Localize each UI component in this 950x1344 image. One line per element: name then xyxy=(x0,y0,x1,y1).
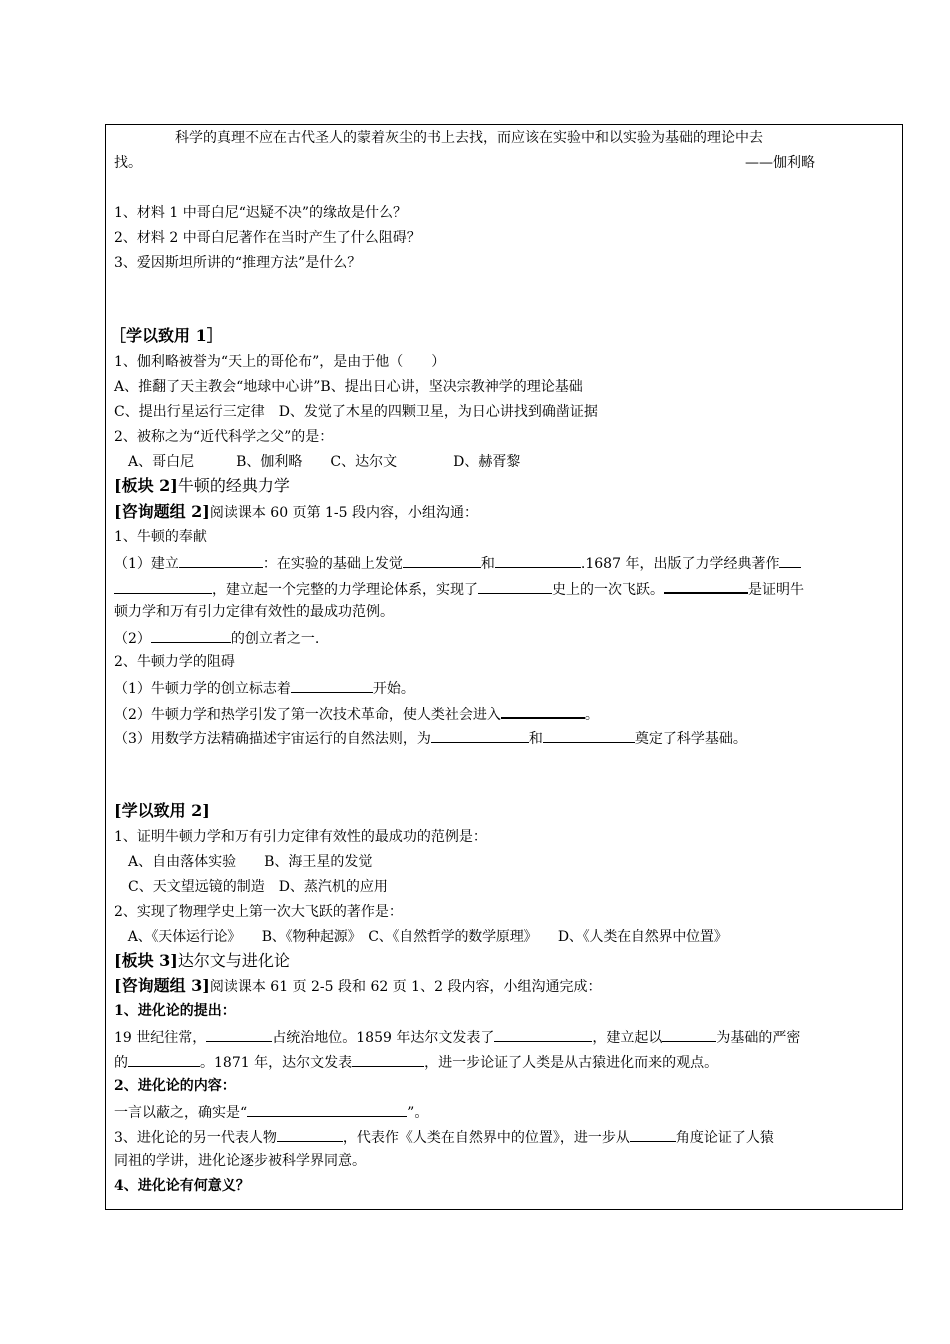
text-segment: （1）建立 xyxy=(114,556,179,572)
text-segment: 和 xyxy=(480,556,495,572)
text-segment: ，建立起以 xyxy=(592,1030,663,1046)
block-2-fill-line-5 xyxy=(114,677,415,699)
fill-blank[interactable] xyxy=(128,1051,200,1067)
fill-blank[interactable] xyxy=(352,1051,424,1067)
fill-blank[interactable] xyxy=(501,702,585,719)
text-segment: 。 xyxy=(584,707,599,723)
practice-2-options-cd: C、天文望远镜的制造 D、蒸汽机的应用 xyxy=(114,879,388,895)
text-segment: 史上的一次飞跃。 xyxy=(552,582,664,598)
fill-blank[interactable] xyxy=(478,578,552,594)
practice-2-question-2-options: A、《天体运行论》 B、《物种起源》 C、《自然哲学的数学原理》 D、《人类在自然界中位置》 xyxy=(114,929,728,945)
block-3-tag: [板块 3] xyxy=(114,951,178,970)
question-1: 1、材料 1 中哥白尼“迟疑不决”的缘故是什么？ xyxy=(114,205,408,221)
block-3-fill-line-4 xyxy=(114,1126,774,1148)
fill-blank[interactable] xyxy=(277,1126,343,1142)
fill-blank[interactable] xyxy=(206,1026,272,1042)
practice-1-question-2-options: A、哥白尼 B、伽利略 C、达尔文 D、赫胥黎 xyxy=(114,454,521,470)
text-segment: （3）用数学方法精确描述宇宙运行的自然法则，为 xyxy=(114,731,431,747)
text-segment: 角度论证了人猿 xyxy=(675,1130,774,1146)
practice-1-title: ［学以致用 1］ xyxy=(110,326,223,345)
question-group-2-tag: [咨询题组 2] xyxy=(114,502,210,521)
block-3-fill-line-2 xyxy=(114,1051,718,1073)
fill-blank[interactable] xyxy=(291,677,373,693)
block-2-section-2: 2、牛顿力学的阻碍 xyxy=(114,654,235,670)
question-group-2 xyxy=(114,502,478,523)
text-segment: ，进一步论证了人类是从古猿进化而来的观点。 xyxy=(424,1055,719,1071)
block-3-heading xyxy=(114,951,290,971)
block-2-fill-line-2 xyxy=(114,577,804,600)
practice-1-question-1: 1、伽利略被誉为“天上的哥伦布”，是由于他（ ） xyxy=(114,354,446,370)
text-segment: （2）牛顿力学和热学引发了第一次技术革命，使人类社会进入 xyxy=(114,707,501,723)
block-2-section-1: 1、牛顿的奉献 xyxy=(114,529,207,545)
text-segment: ：在实验的基础上发觉 xyxy=(262,556,403,572)
block-2-tag: [板块 2] xyxy=(114,476,178,495)
text-segment: 奠定了科学基础。 xyxy=(634,731,747,747)
text-segment: 19 世纪往常， xyxy=(114,1030,207,1046)
text-segment: ，建立起一个完整的力学理论体系，实现了 xyxy=(212,582,478,598)
fill-blank[interactable] xyxy=(662,1026,716,1042)
fill-blank[interactable] xyxy=(494,1026,592,1042)
block-3-fill-line-3 xyxy=(114,1101,428,1123)
fill-blank[interactable] xyxy=(403,552,481,568)
text-segment: 的 xyxy=(114,1055,128,1071)
question-group-3 xyxy=(114,976,601,997)
text-segment: 开始。 xyxy=(372,681,415,697)
block-2-fill-line-1 xyxy=(114,552,801,574)
practice-2-options-ab: A、自由落体实验 B、海王星的发觉 xyxy=(114,854,373,870)
practice-2-title: [学以致用 2] xyxy=(114,801,210,820)
text-segment: 一言以蔽之，确实是“ xyxy=(114,1105,248,1121)
practice-2-question-1: 1、证明牛顿力学和万有引力定律有效性的最成功的范例是： xyxy=(114,829,487,845)
text-segment: （1）牛顿力学的创立标志着 xyxy=(114,681,291,697)
quote-line-1: 科学的真理不应在古代圣人的蒙着灰尘的书上去找，而应该在实验中和以实验为基础的理论中去 xyxy=(175,130,763,146)
question-group-3-tag: [咨询题组 3] xyxy=(114,976,210,995)
block-3-section-4: 4、进化论有何意义？ xyxy=(114,1178,250,1194)
practice-1-question-2: 2、被称之为“近代科学之父”的是： xyxy=(114,429,334,445)
fill-blank[interactable] xyxy=(543,727,635,743)
block-2-fill-line-7 xyxy=(114,727,747,749)
text-segment: ，代表作《人类在自然界中的位置》，进一步从 xyxy=(342,1130,630,1146)
block-3-section-2: 2、进化论的内容： xyxy=(114,1078,236,1094)
text-segment: 3、进化论的另一代表人物 xyxy=(114,1130,277,1146)
fill-blank[interactable] xyxy=(779,552,801,568)
text-segment: 。1871 年，达尔文发表 xyxy=(200,1055,353,1071)
question-group-3-text: 阅读课本 61 页 2-5 段和 62 页 1、2 段内容，小组沟通完成： xyxy=(209,979,602,995)
fill-blank[interactable] xyxy=(664,577,748,594)
fill-blank[interactable] xyxy=(630,1126,676,1142)
block-3-section-1: 1、进化论的提出： xyxy=(114,1003,236,1019)
question-group-2-text: 阅读课本 60 页第 1-5 段内容，小组沟通： xyxy=(209,505,479,521)
text-segment: ”。 xyxy=(407,1105,429,1121)
text-segment: 是证明牛 xyxy=(748,582,804,598)
text-segment: 占统治地位。1859 年达尔文发表了 xyxy=(272,1030,495,1046)
practice-1-options-ab: A、推翻了天主教会“地球中心讲”B、提出日心讲，坚决宗教神学的理论基础 xyxy=(114,379,583,395)
text-segment: 的创立者之一. xyxy=(230,631,320,647)
fill-blank[interactable] xyxy=(179,552,263,568)
block-2-line-3: 顿力学和万有引力定律有效性的最成功范例。 xyxy=(114,604,394,620)
fill-blank[interactable] xyxy=(495,552,581,568)
block-2-fill-line-6 xyxy=(114,702,599,725)
question-2: 2、材料 2 中哥白尼著作在当时产生了什么阻碍？ xyxy=(114,230,421,246)
block-2-heading xyxy=(114,476,290,496)
quote-line-2: 找。 xyxy=(114,155,142,171)
fill-blank[interactable] xyxy=(431,727,529,743)
block-3-fill-line-1 xyxy=(114,1026,800,1048)
practice-2-question-2: 2、实现了物理学史上第一次大飞跃的著作是： xyxy=(114,904,403,920)
practice-1-options-cd: C、提出行星运行三定律 D、发觉了木星的四颗卫星，为日心讲找到确凿证据 xyxy=(114,404,598,420)
question-3: 3、爱因斯坦所讲的“推理方法”是什么？ xyxy=(114,255,362,271)
text-segment: .1687 年，出版了力学经典著作 xyxy=(580,556,780,572)
fill-blank[interactable] xyxy=(151,627,231,643)
text-segment: 为基础的严密 xyxy=(716,1030,801,1046)
block-3-line-5: 同祖的学讲，进化论逐步被科学界同意。 xyxy=(114,1153,366,1169)
block-2-fill-line-4 xyxy=(114,627,319,649)
block-3-title: 达尔文与进化论 xyxy=(177,951,290,970)
fill-blank[interactable] xyxy=(247,1101,407,1117)
block-2-title: 牛顿的经典力学 xyxy=(177,476,290,495)
text-segment: 和 xyxy=(528,731,543,747)
fill-blank[interactable] xyxy=(114,578,212,594)
text-segment: （2） xyxy=(114,631,151,647)
quote-attribution: ——伽利略 xyxy=(745,155,815,171)
